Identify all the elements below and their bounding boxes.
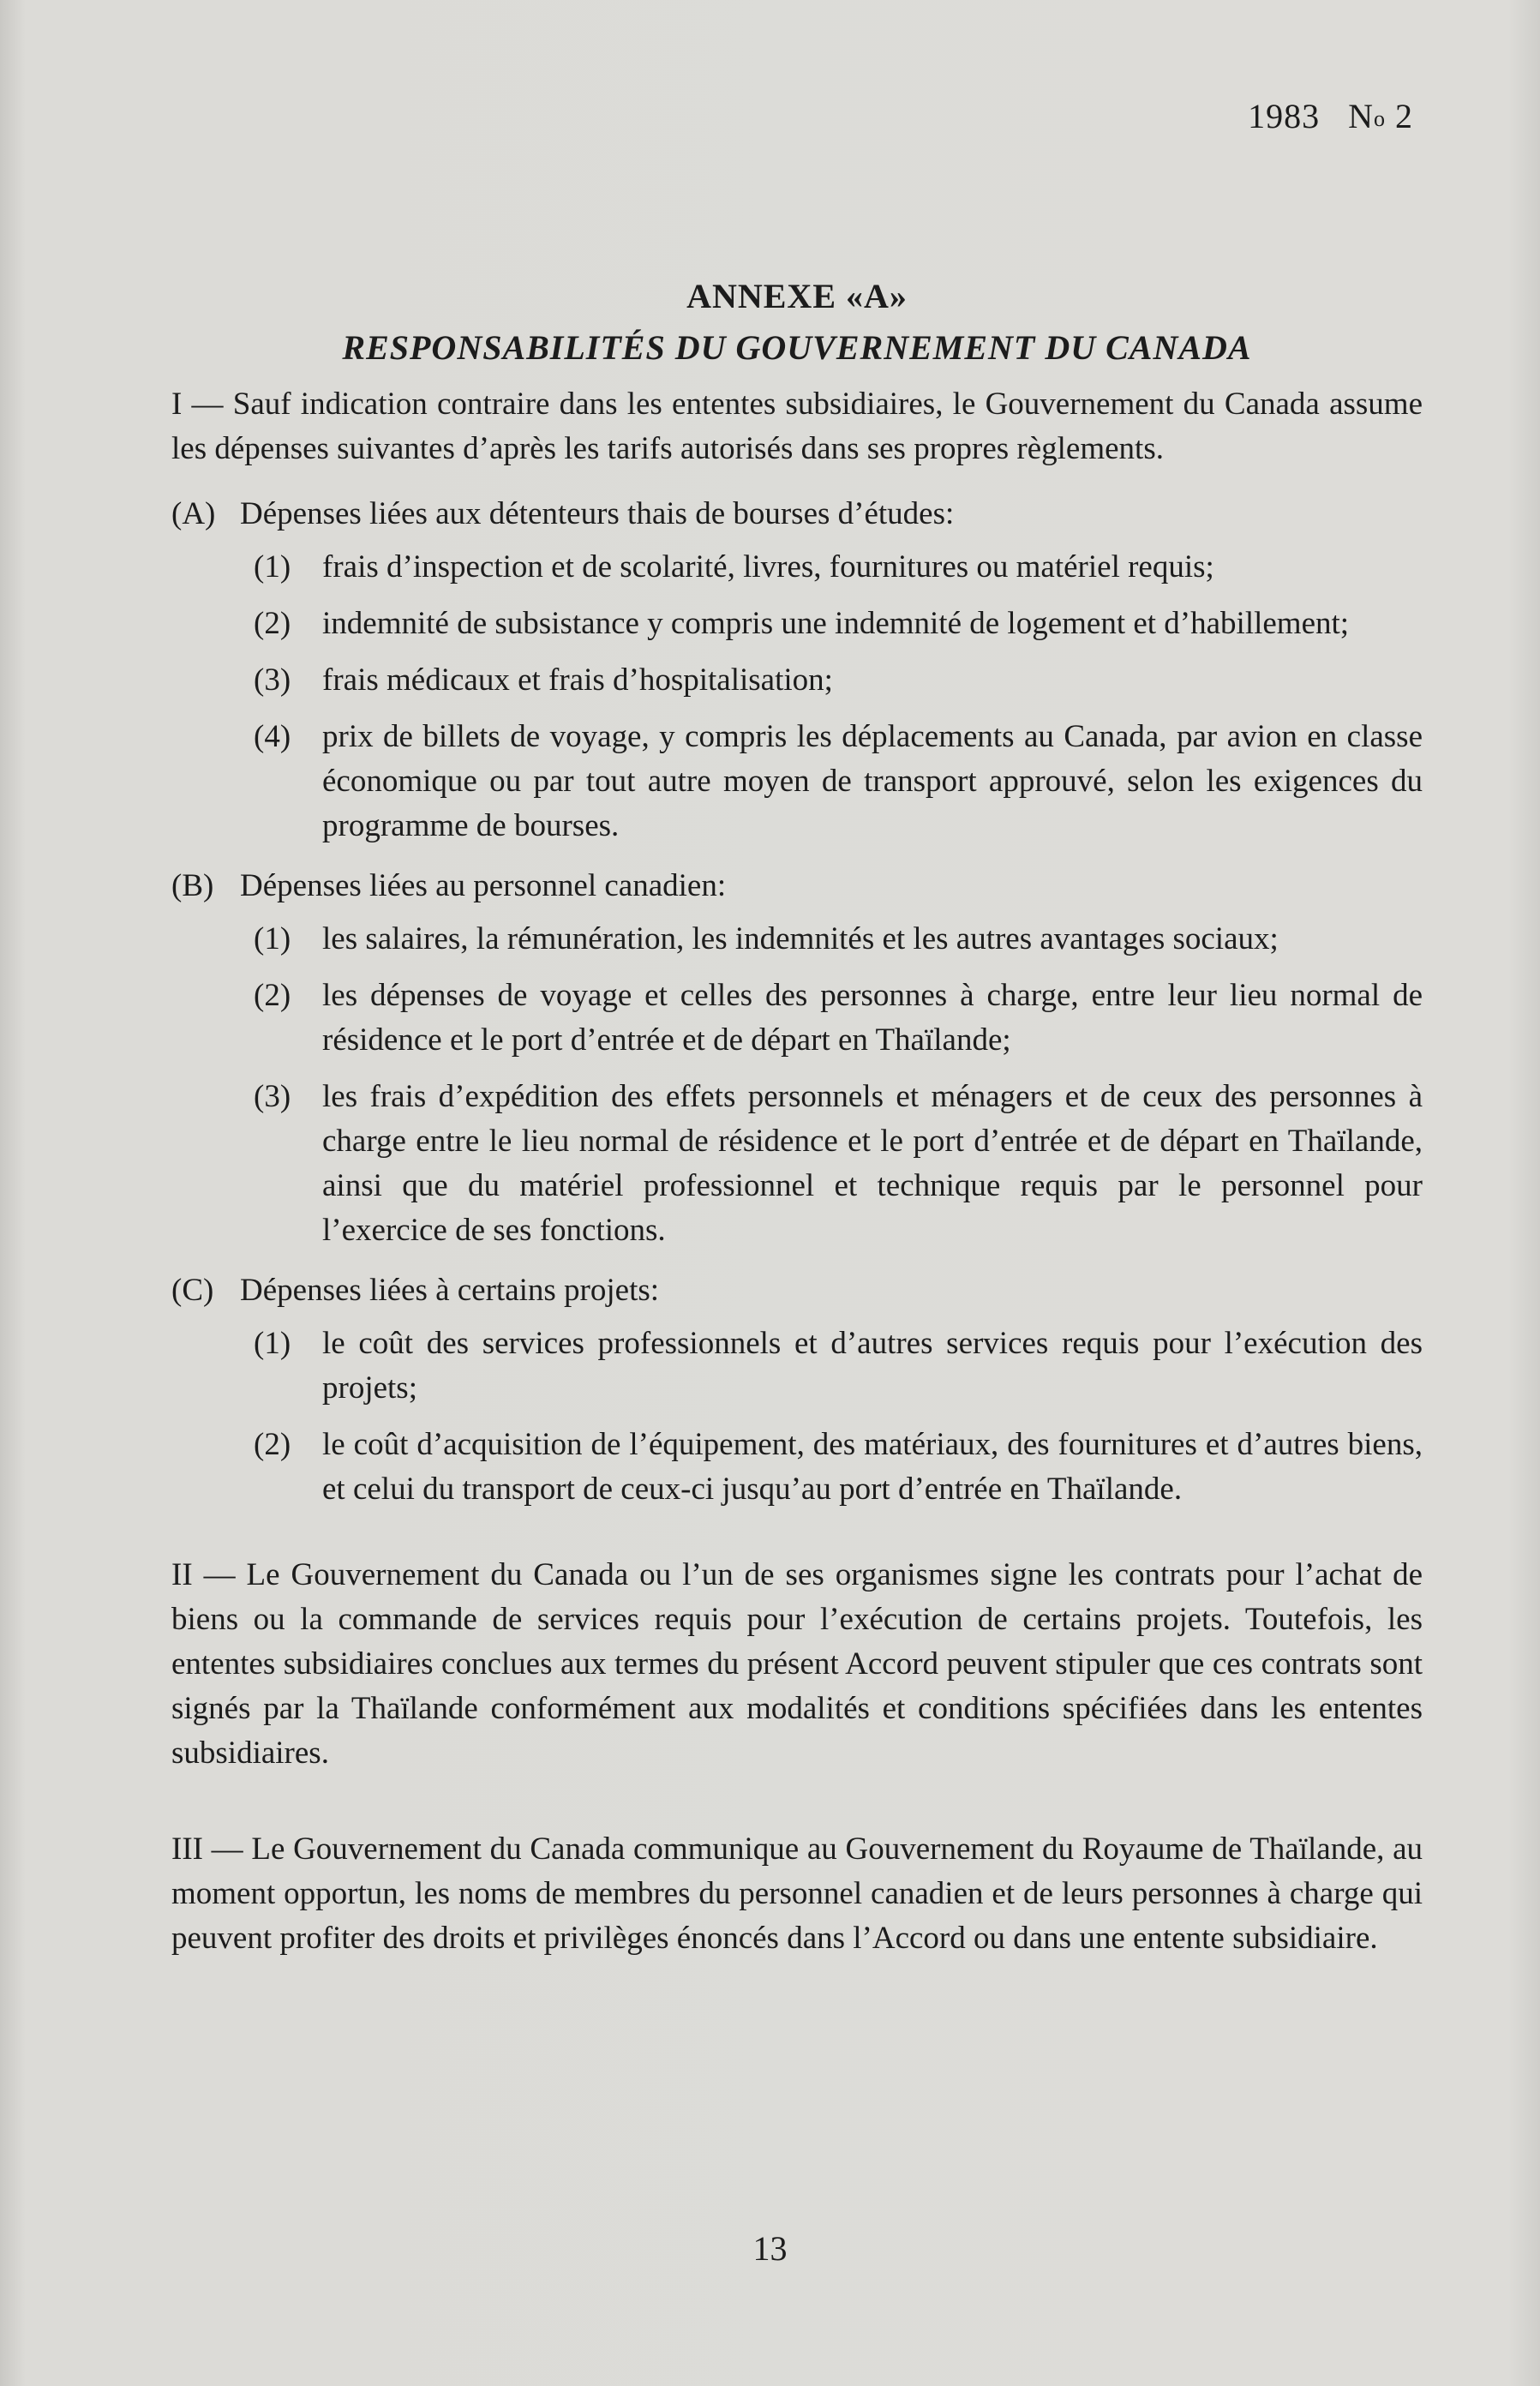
section-heading <box>171 1268 1423 1313</box>
item-text: prix de billets de voyage, y compris les déplacements au Canada, par avion en classe économique ou par tout autre moyen de transport approuvé, selon les exigences du programme de bourses. <box>322 719 1423 843</box>
item-number: (2) <box>254 1427 291 1462</box>
number-superscript: o <box>1374 106 1386 131</box>
item-number: (1) <box>254 549 291 585</box>
item-number: (2) <box>254 978 291 1013</box>
section-letter: (B) <box>171 868 214 903</box>
list-item <box>254 545 1423 590</box>
page-number: 13 <box>752 2229 788 2268</box>
section-title: Dépenses liées aux détenteurs thais de bourses d’études: <box>240 496 955 531</box>
item-text: le coût d’acquisition de l’équipement, des matériaux, des fournitures et d’autres biens, et celui du transport de ceux-ci jusqu’au port d’entrée en Thaïlande. <box>322 1427 1423 1507</box>
list-item <box>254 1423 1423 1512</box>
item-text: les frais d’expédition des effets personnels et ménagers et de ceux des personnes à charge entre le lieu normal de résidence et le port d’entrée et de départ en Thaïlande, ainsi que du matériel professionnel et technique requis par le personnel pour l’exercice de ses fonctions. <box>322 1079 1423 1248</box>
section-heading <box>171 864 1423 908</box>
page-reference <box>1248 96 1413 136</box>
item-text: le coût des services professionnels et d’autres services requis pour l’exécution des projets; <box>322 1326 1423 1406</box>
section-letter: (C) <box>171 1273 214 1308</box>
paragraph-iii: III — Le Gouvernement du Canada communique au Gouvernement du Royaume de Thaïlande, au moment opportun, les noms de membres du personnel canadien et de leurs personnes à charge qui peuvent profiter des droits et privilèges énoncés dans l’Accord ou dans une entente subsidiaire. <box>171 1831 1423 1956</box>
list-item <box>254 602 1423 646</box>
list-item <box>254 715 1423 848</box>
item-number: (1) <box>254 921 291 956</box>
item-number: (3) <box>254 1079 291 1114</box>
item-number: (2) <box>254 606 291 641</box>
item-number: (4) <box>254 719 291 754</box>
item-text: les dépenses de voyage et celles des personnes à charge, entre leur lieu normal de résidence et le port d’entrée et de départ en Thaïlande; <box>322 978 1423 1058</box>
item-text: les salaires, la rémunération, les indemnités et les autres avantages sociaux; <box>322 921 1279 956</box>
list-item <box>254 1322 1423 1411</box>
item-text: frais d’inspection et de scolarité, livres, fournitures ou matériel requis; <box>322 549 1214 585</box>
year: 1983 <box>1248 97 1321 135</box>
list-item <box>254 917 1423 962</box>
item-text: indemnité de subsistance y compris une indemnité de logement et d’habillement; <box>322 606 1350 641</box>
item-number: (1) <box>254 1326 291 1361</box>
intro-paragraph: I — Sauf indication contraire dans les ententes subsidiaires, le Gouvernement du Canada assume les dépenses suivantes d’après les tarifs autorisés dans ses propres règlements. <box>171 387 1423 466</box>
list-item <box>254 974 1423 1063</box>
section-b <box>171 864 1423 1253</box>
annex-title: ANNEXE «A» <box>686 277 908 315</box>
number-label: N <box>1348 97 1374 135</box>
paragraph-ii: II — Le Gouvernement du Canada ou l’un de ses organismes signe les contrats pour l’achat de biens ou la commande de services requis pour l’exécution de certains projets. Toutefois, les ententes subsidiaires conclues aux termes du présent Accord peuvent stipuler que ces contrats sont signés par la Thaïlande conformément aux modalités et conditions spécifiées dans les ententes subsidiaires. <box>171 1557 1423 1771</box>
section-title: Dépenses liées à certains projets: <box>240 1273 660 1308</box>
annex-subtitle: RESPONSABILITÉS DU GOUVERNEMENT DU CANADA <box>342 328 1252 367</box>
document-body <box>171 271 1423 1961</box>
section-a <box>171 492 1423 848</box>
list-item <box>254 658 1423 703</box>
list-item <box>254 1075 1423 1253</box>
section-heading <box>171 492 1423 537</box>
section-c <box>171 1268 1423 1512</box>
section-letter: (A) <box>171 496 216 531</box>
number: 2 <box>1395 97 1413 135</box>
item-text: frais médicaux et frais d’hospitalisation; <box>322 662 833 698</box>
item-number: (3) <box>254 662 291 698</box>
section-title: Dépenses liées au personnel canadien: <box>240 868 727 903</box>
